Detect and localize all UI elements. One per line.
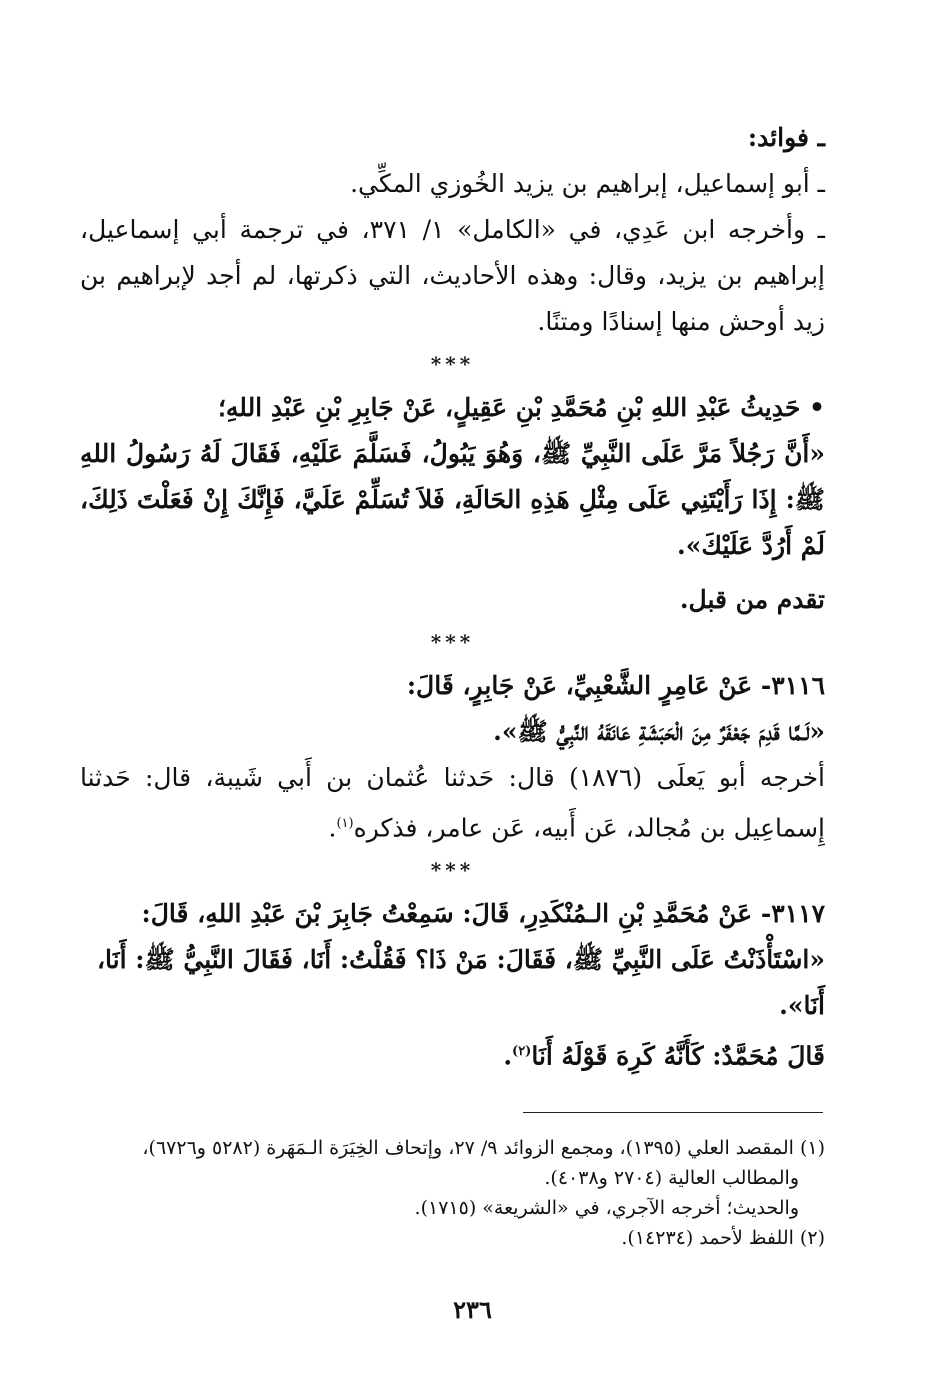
hadith-jabir-title: • حَدِيثُ عَبْدِ اللهِ بْنِ مُحَمَّدِ بْنِ عَقِيلٍ، عَنْ جَابِرِ بْنِ عَبْدِ اللهِ؛ [217,393,825,422]
section-separator: *** [430,858,475,883]
hadith-3116-header: ٣١١٦- عَنْ عَامِرٍ الشَّعْبِيِّ، عَنْ جَابِرٍ، قَالَ: [406,671,825,700]
footnotes [80,1133,825,1253]
hadith-jabir-text: «أَنَّ رَجُلاً مَرَّ عَلَى النَّبِيِّ ﷺ، وَهُوَ يَبُولُ، فَسَلَّمَ عَلَيْهِ، فَقَالَ لَهُ رَسُولُ اللهِ ﷺ: إِذَا رَأَيْتَنِي عَلَى مِثْلِ هَذِهِ الحَالَةِ، فَلاَ تُسَلِّمْ عَلَيَّ، فَإِنَّكَ إِنْ فَعَلْتَ ذَلِكَ، لَمْ أَرُدَّ عَلَيْكَ». [80,439,825,560]
fawaid-narrator-note: ـ أبو إسماعيل، إبراهيم بن يزيد الخُوزي المكِّي. [350,169,825,198]
hadith-3116-takhrij: أخرجه أبو يَعلَى (١٨٧٦) قال: حَدثنا عُثمان بن أَبي شَيبة، قال: حَدثنا إِسماعِيل بن مُجالد، عَن أَبيه، عَن عامر، فذكره$^{(١)}$. [80,763,825,843]
comment-text: قَالَ مُحَمَّدٌ: كَأَنَّهُ كَرِهَ قَوْلَهُ أَنَا [531,1041,825,1071]
section-separator: *** [430,352,475,376]
section-separator: *** [430,630,475,654]
footnote-1-line-2: والمطالب العالية (٢٧٠٤ و٤٠٣٨). [544,1167,799,1189]
fawaid-heading: ـ فوائد: [747,123,825,152]
footnote-1-line-1: (١) المقصد العلي (١٣٩٥)، ومجمع الزوائد ٩/ ٢٧، وإتحاف الخِيَرَة الـمَهَرة (٥٢٨٢ و٦٧٢٦)، [142,1137,825,1159]
footnote-ref-2[interactable]: (٢) [512,1044,532,1060]
page-number: ٢٣٦ [453,1295,492,1324]
hadith-jabir-note: تقدم من قبل. [679,585,825,614]
page-body [80,115,825,1080]
footnote-ref-1[interactable]: (١) [336,816,354,831]
fawaid-ibn-adi-note: ـ وأخرجه ابن عَدِي، في «الكامل» ١/ ٣٧١، في ترجمة أبي إسماعيل، إبراهيم بن يزيد، وقال: وهذه الأحاديث، التي ذكرتها، لم أجد لإبراهيم بن زيد أوحش منها إسنادًا ومتنًا. [80,215,826,336]
hadith-3117-comment [80,1029,825,1079]
footnote-2: (٢) اللفظ لأحمد (١٤٢٣٤). [621,1227,825,1249]
takhrij-text: أخرجه أبو يَعلَى (١٨٧٦) قال: حَدثنا عُثمان بن أَبي شَيبة، قال: حَدثنا إِسماعِيل بن مُجالد، عَن أَبيه، عَن عامر، فذكره [80,763,825,843]
hadith-3117-header: ٣١١٧- عَنْ مُحَمَّدِ بْنِ الـمُنْكَدِرِ، قَالَ: سَمِعْتُ جَابِرَ بْنَ عَبْدِ اللهِ، قَالَ: [141,899,825,929]
comment-end: . [503,1041,513,1071]
footnote-divider [523,1112,823,1113]
footnote-1-line-3: والحديث؛ أخرجه الآجري، في «الشريعة» (١٧١٥). [414,1197,799,1219]
hadith-3116-text: «لَـمَّا قَدِمَ جَعْفَرٌ مِنَ الْحَبَشَةِ عَانَقَهُ النَّبِيُّ ﷺ». [493,717,825,746]
hadith-3117-text: «اسْتَأْذَنْتُ عَلَى النَّبِيِّ ﷺ، فَقَالَ: مَنْ ذَا؟ فَقُلْتُ: أَنَا، فَقَالَ النَّبِيُّ ﷺ: أَنَا، أَنَا». [96,945,825,1021]
